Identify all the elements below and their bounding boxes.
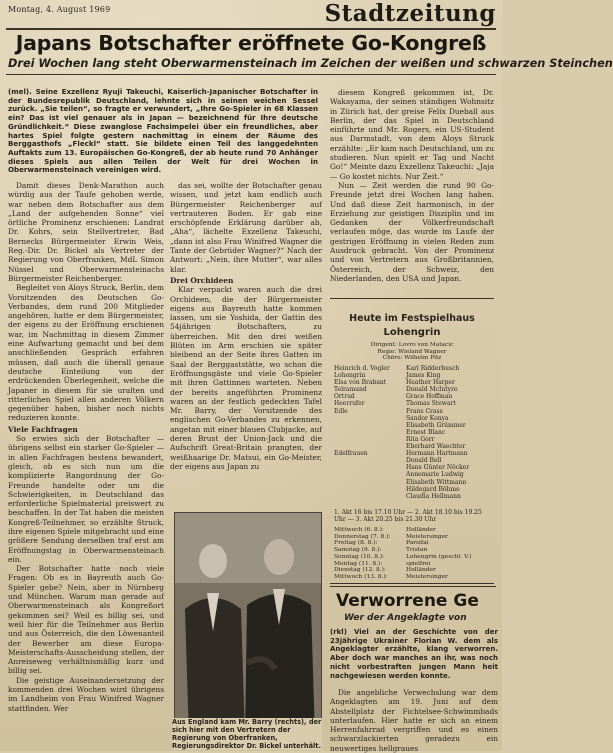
photo-caption: Aus England kam Mr. Barry (rechts), der sich hier mit den Vertretern der Regierung von Oberfranken, Regierungsdirektor Dr. Bickel unterhält.	[172, 718, 322, 750]
opera-name: Meistersinger	[406, 573, 448, 580]
performer-name: Eberhard Waechter	[406, 443, 466, 451]
subheadline: Drei Wochen lang steht Oberwarmensteinach im Zeichen der weißen und schwarzen Steinchen	[8, 57, 613, 70]
headline: Japans Botschafter eröffnete Go-Kongreß	[15, 31, 487, 55]
performer-name: Elisabeth Grümmer	[406, 421, 466, 429]
role-name: Telramund	[334, 386, 367, 394]
performer-name: Heather Harper	[406, 379, 455, 387]
cast-row	[334, 457, 490, 464]
cast-row	[334, 464, 490, 471]
date-label: Samstag (9. 8.):	[334, 547, 382, 554]
performer-name: Sandor Konya	[406, 414, 449, 422]
cast-row	[334, 386, 490, 393]
lead-paragraph: (mel). Seine Exzellenz Ryuji Takeuchi, Kaiserlich-Japanischer Botschafter in der Bundesrepublik Deutschland, lehnte sich in seinen weichen Sessel zurück. „Sie teilen“, so fragte er verwundert, „Ihre Go-Spieler in 68 Klassen ein? Das ist viel genauer als in Japan — bezeichnend für Ihre deutsche Gründlichkeit.“ Diese zwanglose Fachsimpelei über ein freundliches, aber hartes Spiel folgte gestern nachmittag in einem der Räume des Berggasthofs „Fleckl“ statt. Sie bildete einen Teil des langgedehnten Auftakts zum 13. Europäischen Go-Kongreß, der ab heute rund 70 Anhänger dieses Spiels aus allen Teilen der Welt für drei Wochen in Oberwarmensteinach vereinigen wird.	[8, 87, 318, 175]
performer-name: Annemarie Ludwig	[406, 471, 464, 479]
role-name	[334, 457, 406, 464]
opera-title: Lohengrin	[383, 327, 441, 338]
performer-name: Frans Crass	[406, 407, 443, 415]
program-schedule	[334, 527, 490, 581]
second-headline: Verworrene Ge	[336, 591, 479, 611]
performer-name: Ernest Blanc	[406, 428, 446, 436]
article-column-3	[330, 88, 494, 296]
subhead-rule	[6, 74, 496, 75]
opera-name: Parsifal	[406, 540, 429, 547]
paragraph: So erwies sich der Botschafter — übrigens selbst ein starker Go-Spieler — in allen Fachfragen bestens bewandert, gleich, ob es sich nun um die komplizierte Rangordnung der Go-Freunde handelte oder um die Schwierigkeiten, in Deutschland das erforderliche Spielmaterial preiswert zu beschaffen. In der Tat haben die meisten Kongreß-Teilnehmer, so erzählte Struck, ihre eigenen Spiele mitgebracht und eine größere Sendung derselben traf erst am Eröffnungstag in Oberwarmensteinach ein.	[8, 434, 164, 564]
section-rule	[330, 586, 496, 587]
masthead: Stadtzeitung	[324, 0, 496, 27]
opera-name: Tristan	[406, 547, 428, 554]
photo-image	[175, 513, 321, 739]
role-name: Lohengrin	[334, 372, 366, 380]
role-name: Elsa von Brabant	[334, 379, 387, 387]
role-name: Heinrich d. Vogler	[334, 365, 390, 372]
cast-row	[334, 429, 490, 436]
role-name	[334, 422, 406, 429]
schedule-row	[334, 567, 490, 574]
article-column-1	[8, 181, 164, 747]
role-name	[334, 464, 406, 471]
performer-name: James King	[406, 372, 441, 380]
role-name	[334, 429, 406, 436]
role-name	[334, 486, 406, 493]
date-label: Montag (11. 8.):	[334, 560, 383, 567]
cast-row	[334, 443, 490, 450]
date-label: Sonntag (10. 8.):	[334, 553, 385, 560]
performer-name: Hans Günter Nöcker	[406, 464, 470, 472]
opera-name: Holländer	[406, 567, 436, 574]
second-lead: (rkl) Viel an der Geschichte von der 23jährige Ukrainer Florian W. dem als Angeklagter erzählte, klang verworren. Aber doch war manches an ihr, was noch nicht vorbestraften jungen Mann heit nachgewiesen werden konnte.	[330, 628, 498, 680]
performer-name: Thomas Stewart	[406, 400, 456, 408]
masthead-rule	[6, 28, 496, 30]
paragraph: Nun — Zeit werden die rund 90 Go-Freunde jetzt drei Wochen lang haben. Und daß diese Zeit harmonisch, in der Erziehung zur geistigen Disziplin und im Gedanken der Völkerfreundschaft verlaufen möge, das wurde im Laufe der gestrigen Eröffnung in vielen Reden zum Ausdruck gebracht. Von der Prominenz und von Vertretern aus Großbritannien, Österreich, der Schweiz, den Niederlanden, den USA und Japan.	[330, 180, 494, 283]
opera-name: Meistersinger	[406, 533, 448, 540]
performer-name: Rita Gorr	[406, 435, 435, 443]
news-photo	[174, 512, 322, 740]
cast-row	[334, 450, 490, 457]
role-name: Edle	[334, 407, 348, 415]
paragraph: diesem Kongreß gekommen ist, Dr. Wakayama, der seinen ständigen Wohnsitz in Zürich hat, der greise Felix Dueball aus Berlin, der das Spiel in Deutschland einführte und Mr. Rogers, ein US-Student aus Darmstadt, von dem Aloys Struck erzählte: „Er kam nach Deutschland, um zu studieren. Nun spielt er Tag und Nacht Go!“ Meinte dazu Exzellenz Takeuchi: „Jaja — Go kostet nichts. Nur Zeit.“	[330, 88, 494, 181]
performer-name: Hildegard Böhme	[406, 485, 460, 493]
role-name: Heerrufer	[334, 400, 365, 408]
cast-row	[334, 436, 490, 443]
opera-name: spielfrei	[406, 560, 431, 567]
performer-name: Claudia Hellmann	[406, 492, 461, 500]
role-name	[334, 443, 406, 450]
cast-row	[334, 415, 490, 422]
section-heading: Viele Fachfragen	[8, 424, 78, 434]
performer-name: Karl Ridderbusch	[406, 365, 460, 372]
paragraph: Der Botschafter hatte noch viele Fragen: Ob es in Bayreuth auch Go-Spieler gebe? Nein, aber in Nürnberg und München. Warum man gerade auf Oberwarmensteinach als Kongreßort gekommen sei? Weil es billig sei, und weil hier für die Teilnehmer aus Berlin und aus Österreich, die den Löwenanteil der Bewerber am diese Europa-Meisterschafts-Ausscheidung stellen, der Anreiseweg verhältnismäßig kurz und billig sei.	[8, 564, 164, 676]
paragraph: Damit dieses Denk-Marathon auch würdig aus der Taufe gehoben werde, war neben dem Botschafter aus dem „Land der aufgehenden Sonne“ viel örtliche Prominenz erschienen: Landrat Dr. Kohrs, sein Stellvertreter, Bad Bernecks Bürgermeister Erwin Weis, Reg.-Dir. Dr. Bickel als Vertreter der Regierung von Oberfranken, MdL Simon Nüssel und Oberwarmensteinachs Bürgermeister Reichenberger.	[8, 181, 164, 283]
date-label: Mittwoch (6. 8.):	[334, 527, 384, 533]
cast-row	[334, 393, 490, 400]
performer-name: Elisabeth Wittmann	[406, 478, 467, 486]
performer-name: Hermann Hartmann	[406, 450, 468, 458]
role-name	[334, 436, 406, 443]
cast-row	[334, 379, 490, 386]
cast-row	[334, 471, 490, 478]
performer-name: Donald Bell	[406, 457, 442, 465]
schedule-row	[334, 547, 490, 554]
section-heading: Drei Orchideen	[170, 275, 234, 285]
festival-program-box	[330, 298, 494, 584]
cast-list	[334, 365, 490, 500]
cast-row	[334, 372, 490, 379]
date-label: Freitag (8. 8.):	[334, 540, 378, 547]
cast-row	[334, 486, 490, 493]
cast-row	[334, 493, 490, 500]
production-credits: Dirigent: Lovro von Matacic Regie: Wieland Wagner Chöre: Wilhelm Pitz	[370, 342, 454, 362]
second-article-column	[330, 688, 498, 753]
article-column-2	[170, 181, 322, 511]
performer-name: Donald McIntyre	[406, 386, 458, 394]
cast-row	[334, 400, 490, 407]
paragraph: das sei, wollte der Botschafter genau wissen, und jetzt kam endlich auch Bürgermeister Reichenberger auf vertrauteren Boden. Er gab eine erschöpfende Erklärung darüber ab, „Aha“, lächelte Exzellenz Takeuchi, „dann ist also Frau Winifred Wagner die Tante der Gebrüder Wagner?“ Nach der Antwort: „Nein, ihre Mutter“, war alles klar.	[170, 181, 322, 274]
festival-title: Heute im Festspielhaus	[349, 313, 475, 324]
schedule-row	[334, 554, 490, 561]
paragraph: Die angebliche Verwechslung war dem Angeklagten am 19. Juni auf dem Abstellplatz der Fichtelsee-Schwimmbads unterlaufen. Hier hatte er sich an einem Herrenfahrrad vergriffen und es einen schwarzlackierten geradezu ein neuwertiges hellgraues	[330, 688, 498, 753]
role-name	[334, 479, 406, 486]
performer-name: Grace Hoffman	[406, 393, 453, 401]
schedule-row	[334, 574, 490, 581]
second-subheadline: Wer der Angeklagte von	[344, 613, 467, 623]
act-times: 1. Akt 16 bis 17.10 Uhr — 2. Akt 18.10 bis 19.25 Uhr — 3. Akt 20.25 bis 21.30 Uhr	[334, 509, 482, 523]
schedule-row	[334, 527, 490, 534]
paragraph: Die geistige Auseinandersetzung der kommenden drei Wochen wird übrigens im Landheim von Frau Winifred Wagner stattfinden. Wer	[8, 675, 164, 713]
role-name	[334, 415, 406, 422]
date-label: Donnerstag (7. 8.):	[334, 533, 391, 540]
cast-row	[334, 479, 490, 486]
opera-name: Holländer	[406, 527, 436, 533]
dateline: Montag, 4. August 1969	[8, 5, 111, 14]
date-label: Mittwoch (13. 8.):	[334, 573, 388, 580]
opera-name: Lohengrin (geschl. V.)	[406, 553, 472, 560]
date-label: Dienstag (12. 8.):	[334, 567, 386, 574]
role-name: Edelfrauen	[334, 450, 368, 458]
cast-row	[334, 365, 490, 372]
role-name	[334, 493, 406, 500]
cast-row	[334, 422, 490, 429]
role-name	[334, 471, 406, 478]
role-name: Ortrud	[334, 393, 355, 401]
cast-row	[334, 408, 490, 415]
paragraph: Klar verpackt waren auch die drei Orchideen, die der Bürgermeister eigens aus Bayreuth hatte kommen lassen, um sie Yoshida, der Gattin des 54jährigen Botschafters, zu überreichen. Mit den drei weißen Blüten im Arm erschien sie später bleibend an der Seite ihres Gatten im Saal der Berggaststätte, wo schon die Eröffnungsgäste und viele Go-Spieler mit ihren Gattinnen warteten. Neben der bereits angeführten Prominenz waren an der festlich gedeckten Tafel Mr. Barry, der Vorsitzende des englischen Go-Verbandes zu erkennen, angetan mit einer blauen Clubjacke, auf deren Brust der Union-Jack und die Aufschrift Great-Britain prangten, der weißhaarige Dr. Matsui, ein Go-Meister, der eigens aus Japan zu	[170, 285, 322, 471]
paragraph: Begleitet von Aloys Struck, Berlin, dem Vorsitzenden des Deutschen Go-Verbandes, dem rund 200 Mitglieder angehören, hatte er dem Bürgermeister, der eigens zu der Eröffnung erschienen war, im Nachmittag in diesem Zimmer eine Aufwartung gemacht und bei dem anschließenden Gespräch erfahren müssen, daß auch die überall genaue deutsche Einteilung von der erdrückenden Überlegenheit, welche die Japaner in diesem für sie uralten und ritterlichen Spiel allen anderen Völkern gegenüber haben, bisher noch nichts reduzieren konnte.	[8, 283, 164, 423]
